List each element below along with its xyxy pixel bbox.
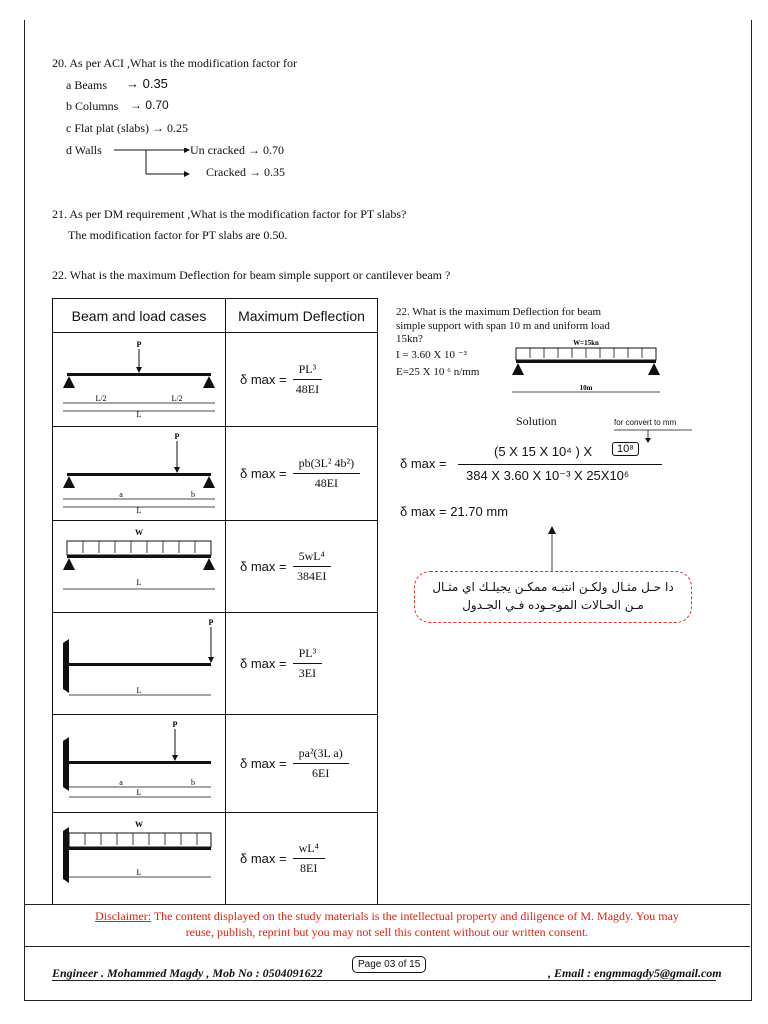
figure-cantilever-point-load — [53, 715, 226, 813]
example-e: E=25 X 10 ⁶ n/mm — [396, 366, 480, 378]
formula-row-4: δ max = $\frac{\text{PL³}}{3EI}$ — [226, 646, 377, 681]
svg-text:P: P — [208, 618, 214, 627]
svg-text:L: L — [136, 506, 142, 515]
figure-simple-udl — [53, 521, 226, 613]
svg-text:L: L — [136, 578, 142, 587]
q20-cracked: Cracked → 0.35 — [206, 165, 285, 179]
svg-text:P: P — [172, 720, 178, 729]
example-i: I = 3.60 X 10 ⁻³ — [396, 349, 467, 361]
up-arrow — [546, 526, 558, 574]
svg-text:W: W — [135, 820, 143, 829]
walls-branch-arrows — [114, 148, 194, 180]
header-beam-cases: Beam and load cases — [53, 299, 226, 333]
q20-b-label: b Columns — [66, 99, 119, 113]
footer-rule — [52, 980, 716, 981]
label-p: P — [136, 340, 142, 349]
svg-text:b: b — [191, 490, 195, 499]
example-line3: 15kn? — [396, 333, 423, 345]
figure-simple-offset-load — [53, 427, 226, 521]
header-max-deflection: Maximum Deflection — [226, 299, 378, 333]
svg-text:a: a — [119, 490, 123, 499]
arabic-note-cloud — [414, 571, 692, 623]
example-line2: simple support with span 10 m and uniform load — [396, 320, 610, 332]
label-l: L — [136, 410, 142, 419]
disclaimer-text-2: reuse, publish, reprint but you may not sell this content without our written consent. — [185, 925, 589, 939]
numerator: PL³ — [293, 362, 323, 380]
deflection-table — [52, 298, 378, 905]
footer-email: , Email : engmmagdy5@gmail.com — [548, 966, 722, 980]
label-l-half-1: L/2 — [95, 394, 107, 403]
svg-text:L: L — [136, 686, 142, 695]
disclaimer-bottom-rule — [24, 946, 750, 947]
svg-text:b: b — [191, 778, 195, 787]
svg-text:L: L — [136, 868, 142, 877]
formula-row-1 — [226, 362, 377, 397]
q20-b-value: → 0.70 — [130, 98, 169, 112]
arabic-note-line1: دا حـل مثـال ولكـن انتبـه ممكـن يجيلـك اي مثـال — [432, 580, 674, 594]
q20-a-label: a Beams — [66, 78, 107, 92]
example-beam-figure — [506, 336, 666, 408]
label-l-half-2: L/2 — [171, 394, 183, 403]
formula-row-6: δ max = $\frac{\text{wL⁴}}{8EI}$ — [226, 841, 377, 876]
disclaimer-top-rule — [24, 904, 750, 905]
footer-engineer: Engineer . Mohammed Magdy , Mob No : 0504091622 — [52, 966, 323, 980]
solution-label: Solution — [516, 414, 557, 428]
arabic-note-line2: مـن الحـالات الموجـوده فـي الجـدول — [462, 598, 644, 612]
solution-numerator: (5 X 15 X 10⁴ ) X — [494, 444, 593, 459]
figure-cantilever-udl — [53, 813, 226, 905]
formula-row-5: δ max = $\frac{\text{pa²(3L a)}}{6EI}$ — [226, 746, 377, 781]
q20-title: 20. As per ACI ,What is the modification factor for — [52, 56, 297, 70]
svg-text:W: W — [135, 528, 143, 537]
span-label: 10m — [579, 384, 593, 392]
figure-cantilever-end-load — [53, 613, 226, 715]
formula-row-2: δ max = $\frac{\text{pb(3L² 4b²)}}{48EI}$ — [226, 456, 377, 491]
fraction-bar — [458, 464, 662, 465]
delta-prefix: δ max = — [240, 372, 287, 387]
page-number: Page 03 of 15 — [352, 956, 426, 973]
q20-c-label: c Flat plat (slabs) → 0.25 — [66, 121, 188, 135]
q20-uncracked: Un cracked → 0.70 — [190, 143, 284, 157]
svg-text:a: a — [119, 778, 123, 787]
q21-answer: The modification factor for PT slabs are 0.50. — [68, 228, 288, 242]
solution-denominator: 384 X 3.60 X 10⁻³ X 25X10⁶ — [466, 468, 630, 483]
example-line1: 22. What is the maximum Deflection for beam — [396, 306, 602, 318]
q20-a-value: → 0.35 — [126, 76, 168, 91]
solution-result: δ max = 21.70 mm — [400, 504, 509, 519]
disclaimer-label: Disclaimer: — [95, 909, 152, 923]
disclaimer — [24, 908, 750, 940]
load-label: W=15kn — [573, 339, 599, 347]
disclaimer-text-1: The content displayed on the study materials is the intellectual property and diligence of M. Magdy. You may — [151, 909, 679, 923]
q21-title: 21. As per DM requirement ,What is the modification factor for PT slabs? — [52, 207, 407, 221]
svg-text:L: L — [136, 788, 142, 797]
q20-d-label: d Walls — [66, 143, 102, 157]
figure-simple-center-load — [53, 333, 226, 427]
denominator: 48EI — [295, 382, 320, 396]
q22-title: 22. What is the maximum Deflection for beam simple support or cantilever beam ? — [52, 268, 451, 282]
formula-row-3: δ max = $\frac{\text{5wL⁴}}{384EI}$ — [226, 549, 377, 584]
svg-text:P: P — [174, 432, 180, 441]
solution-prefix: δ max = — [400, 456, 447, 471]
solution-boxed-factor: 10⁸ — [612, 442, 639, 456]
convert-note: for convert to mm — [614, 418, 677, 427]
